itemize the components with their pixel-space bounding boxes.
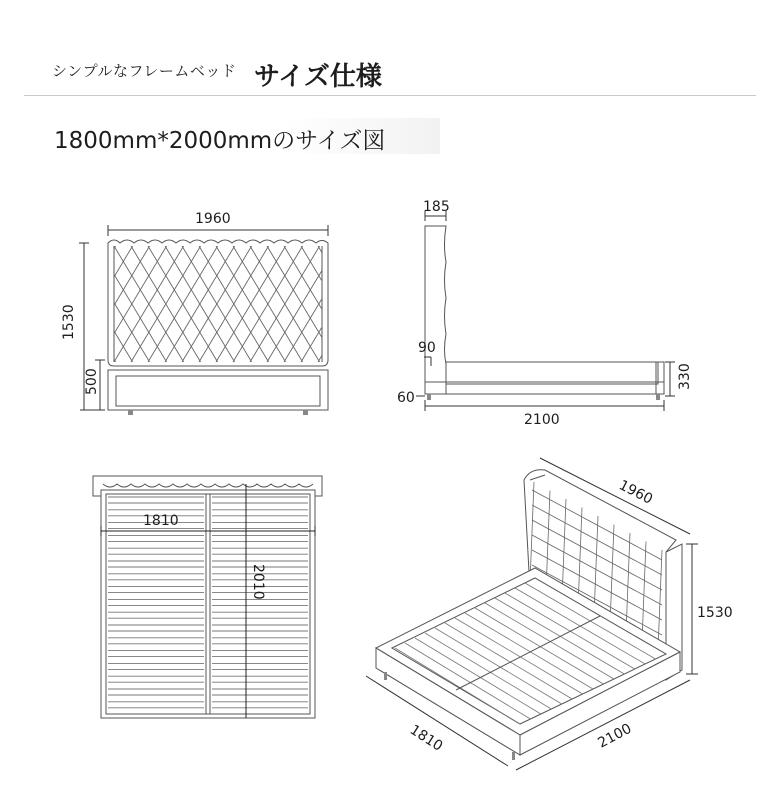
tuft-line <box>335 246 405 362</box>
front-base-panel <box>116 376 320 406</box>
top-frame <box>101 490 315 718</box>
tuft-line <box>12 246 82 362</box>
side-leg-front <box>427 394 431 400</box>
side-height-label: 330 <box>677 363 693 390</box>
iso-length-label: 2100 <box>595 720 635 752</box>
side-frame <box>446 362 658 384</box>
top-width-label: 1810 <box>143 513 179 529</box>
tuft-line <box>403 246 473 362</box>
top-view <box>93 476 322 718</box>
tuft-line <box>12 246 82 362</box>
tuft-line <box>352 246 422 362</box>
top-headboard-scallop <box>103 484 313 487</box>
tuft-line <box>437 246 507 362</box>
iso-frame-width-label: 1810 <box>406 721 446 755</box>
tuft-line <box>437 246 507 362</box>
side-leg-label: 60 <box>397 390 415 406</box>
top-inner-frame <box>106 494 310 714</box>
tuft-line <box>0 246 65 362</box>
front-leg-left <box>128 410 133 415</box>
header-subtitle: シンプルなフレームベッド <box>52 62 237 80</box>
tuft-line <box>352 246 422 362</box>
side-length-label: 2100 <box>524 412 560 428</box>
side-view <box>416 211 675 411</box>
iso-leg-corner <box>512 752 515 760</box>
side-headboard <box>425 226 446 394</box>
iso-width-label: 1960 <box>616 477 656 508</box>
tuft-line <box>29 246 99 362</box>
side-thickness-label: 90 <box>418 340 436 356</box>
side-leg-back <box>656 394 660 400</box>
tuft-line <box>403 246 473 362</box>
tuft-line <box>0 246 65 362</box>
tuft-line <box>0 246 48 362</box>
front-width-label: 1960 <box>195 211 231 227</box>
tuft-line <box>46 246 116 362</box>
front-leg-right <box>303 410 308 415</box>
iso-leg-front <box>384 672 387 680</box>
header-title: サイズ仕様 <box>254 62 382 92</box>
side-footboard <box>656 362 664 394</box>
tuft-line <box>46 246 116 362</box>
iso-height-label: 1530 <box>697 605 733 621</box>
front-height-label: 1530 <box>61 304 77 340</box>
side-depth-label: 185 <box>423 199 450 215</box>
top-slats <box>108 497 308 708</box>
tuft-line <box>335 246 405 362</box>
tuft-line <box>0 246 48 362</box>
top-length-label: 2010 <box>250 564 266 600</box>
section-title: 1800mm*2000mmのサイズ図 <box>54 128 386 154</box>
front-base-label: 500 <box>84 368 100 395</box>
tuft-line <box>29 246 99 362</box>
